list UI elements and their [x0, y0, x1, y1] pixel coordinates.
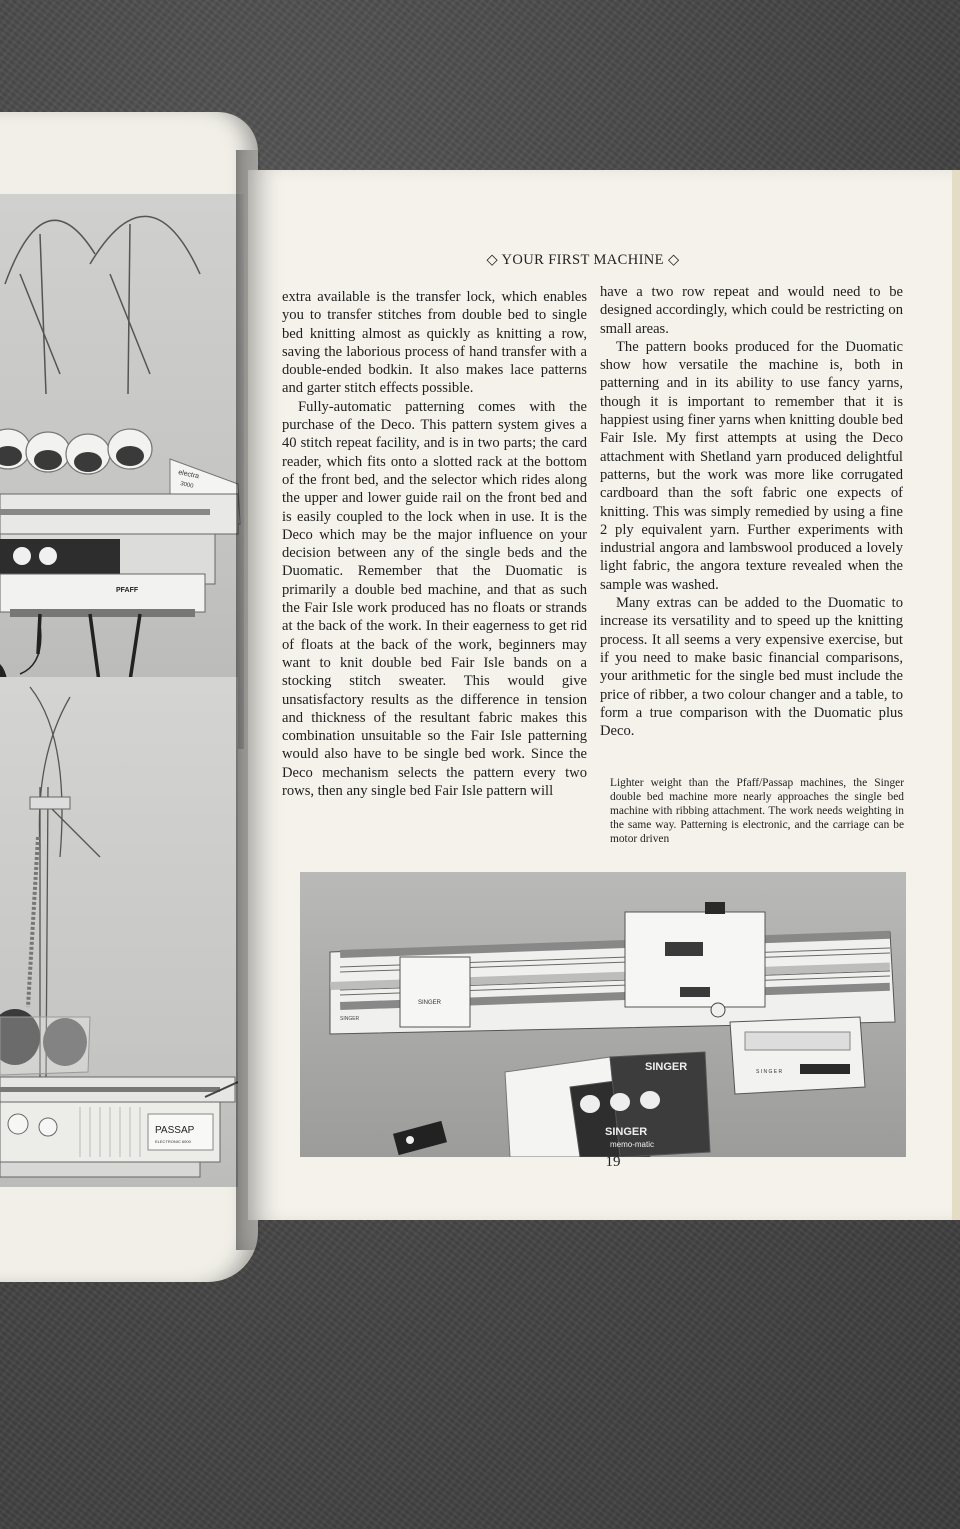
paragraph: extra available is the transfer lock, which enables you to transfer stitches from double bed to single bed knitting almost as quickly as knitting a row, saving the laborious process of hand transfer with a double-ended bodkin. It also makes lace patterns and garter stitch effects possible. [282, 289, 587, 397]
singer-machine-illustration [300, 872, 906, 1157]
photo-passap-machine [0, 677, 238, 1187]
text-column-2 [600, 283, 903, 740]
pfaff-label: PFAFF [116, 587, 139, 594]
passap-machine-illustration [0, 677, 238, 1187]
page-number: 19 [605, 1154, 621, 1170]
singer-bed-label: SINGER [340, 1016, 360, 1022]
page-edge [952, 170, 960, 1220]
singer-carriage-label: SINGER [418, 1000, 442, 1006]
running-header: ◇ YOUR FIRST MACHINE ◇ [486, 252, 680, 268]
text-column-1 [282, 288, 587, 800]
console-brand-label: S I N G E R [756, 1069, 783, 1075]
paragraph: have a two row repeat and would need to be designed accordingly, which could be restricting on small areas. [600, 284, 903, 337]
passap-sub-label: ELECTRONIC 6000 [155, 1139, 191, 1144]
singer-memo-label: SINGER [605, 1126, 648, 1138]
knitting-machine-illustration [0, 194, 244, 749]
passap-label: PASSAP [155, 1125, 195, 1136]
paragraph: Fully-automatic patterning comes with the purchase of the Deco. This pattern system gives a 40 stitch repeat facility, and is in two parts; the card reader, which fits onto a slotted rack at the bottom of the front bed, and the selector which rides along the upper and lower guide rail on the front bed and is easily coupled to the lock when in use. It is the Deco which may be the major influence on your decision between any of the single beds and the Duomatic. Remember that the Duomatic is primarily a double bed machine, and that as such the Fair Isle work produced has no floats or strands at the back of the work. In their eagerness to get rid of floats at the back of the work, beginners may want to knit double bed Fair Isle bands on a stocking stitch sweater. This would give unsatisfactory results as the difference in tension and thickness of the resultant fabric makes this combination unsuitable so the Fair Isle patterning would also have to be single bed work. Since the Deco mechanism selects the pattern every two rows, then any single bed Fair Isle pattern will [282, 398, 587, 800]
paragraph: Many extras can be added to the Duomatic to increase its versatility and to speed up the knitting process. It all seems a very expensive exercise, but if you need to make basic financial comparisons, your arithmetic for the single bed must include the price of ribber, a two colour changer and a table, to form a true comparison with the Duomatic plus Deco. [600, 595, 903, 740]
photo-singer-machine [300, 872, 906, 1157]
memo-matic-label: memo-matic [610, 1140, 655, 1149]
singer-card-label: SINGER [645, 1061, 688, 1073]
left-page [0, 112, 258, 1282]
electra-model-label: 3000 [179, 481, 194, 490]
electra-label: electra [177, 469, 200, 481]
photo-caption: Lighter weight than the Pfaff/Passap machines, the Singer double bed machine more nearly approaches the single bed machine with ribbing attachment. The work needs weighting in the same way. Patterning is electronic, and the carriage can be motor driven [610, 777, 904, 846]
photo-electronic-knitting-machine [0, 194, 244, 749]
paragraph: The pattern books produced for the Duomatic show how versatile the machine is, both in patterning and in its ability to use fancy yarns, though it is important to remember that it is happiest using finer yarns when knitting double bed Fair Isle. My first attempts at using the Deco attachment with Shetland yarn produced delightful patterns, but the work was more like corrugated cardboard than the soft fabric one expects of knitting. This was simply remedied by using a fine 2 ply equivalent yarn. Further experiments with industrial angora and lambswool produced a lovely light fabric, the angora texture revealed when the sample was washed. [600, 338, 903, 593]
